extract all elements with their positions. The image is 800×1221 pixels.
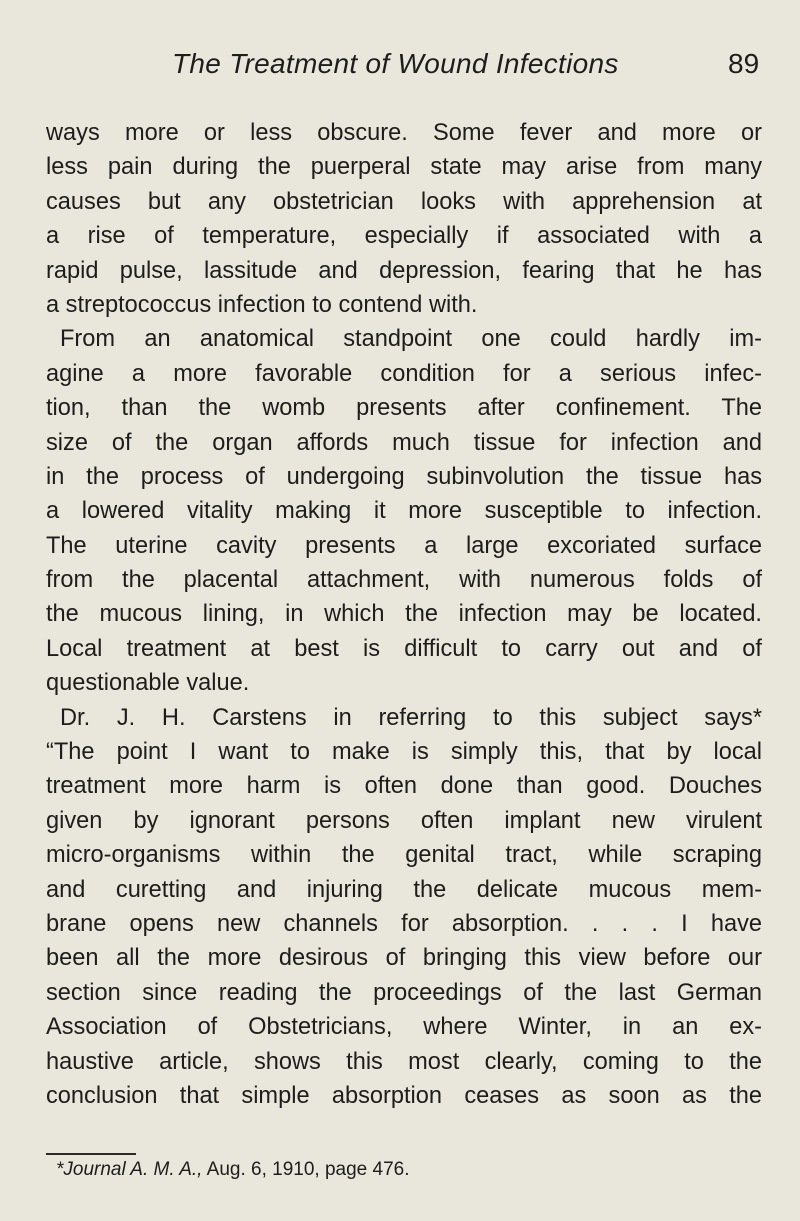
footnote-citation: Aug. 6, 1910, page 476. [206,1159,410,1180]
text-line: the mucous lining, in which the infection may be located. [46,601,762,628]
text-line: haustive article, shows this most clearly, coming to the [46,1048,762,1075]
text-line: questionable value. [46,670,250,697]
body-text [46,116,762,1113]
text-line: conclusion that simple absorption ceases as soon as the [46,1082,762,1109]
text-line: brane opens new channels for absorption. . . . I have [46,910,762,937]
text-line: Local treatment at best is difficult to carry out and of [46,635,762,662]
text-line: From an anatomical standpoint one could hardly im- [60,326,762,353]
text-line: “The point I want to make is simply this, that by local [46,739,762,766]
text-line: and curetting and injuring the delicate mucous mem- [46,876,762,903]
text-line: size of the organ affords much tissue for infection and [46,429,762,456]
text-line: treatment more harm is often done than good. Douches [46,773,762,800]
page-number: 89 [728,48,760,79]
running-title: The Treatment of Wound Infections [172,48,619,79]
text-line: ways more or less obscure. Some fever and more or [46,120,762,146]
footnote-journal: *Journal A. M. A., [56,1159,203,1180]
footnote-divider [46,1153,136,1155]
text-line: given by ignorant persons often implant new virulent [46,807,762,834]
text-line: section since reading the proceedings of the last German [46,979,762,1006]
text-line: causes but any obstetrician looks with apprehension at [46,188,762,215]
text-line: been all the more desirous of bringing this view before our [46,945,762,972]
text-line: Dr. J. H. Carstens in referring to this subject says* [60,704,762,731]
text-line: a lowered vitality making it more susceptible to infection. [46,498,762,525]
text-line: a rise of temperature, especially if associated with a [46,223,762,250]
text-line: The uterine cavity presents a large excoriated surface [46,532,762,559]
text-line: a streptococcus infection to contend with. [46,291,478,318]
page-header [0,48,800,88]
text-line: in the process of undergoing subinvolution the tissue has [46,463,762,490]
text-line: rapid pulse, lassitude and depression, fearing that he has [46,257,762,284]
text-line: less pain during the puerperal state may arise from many [46,154,762,181]
text-line: agine a more favorable condition for a serious infec- [46,360,762,387]
text-line: Association of Obstetricians, where Winter, in an ex- [46,1014,762,1041]
text-line: tion, than the womb presents after confinement. The [46,395,762,422]
text-line: from the placental attachment, with numerous folds of [46,567,762,594]
footnote [56,1159,410,1181]
text-line: micro-organisms within the genital tract, while scraping [46,842,762,869]
